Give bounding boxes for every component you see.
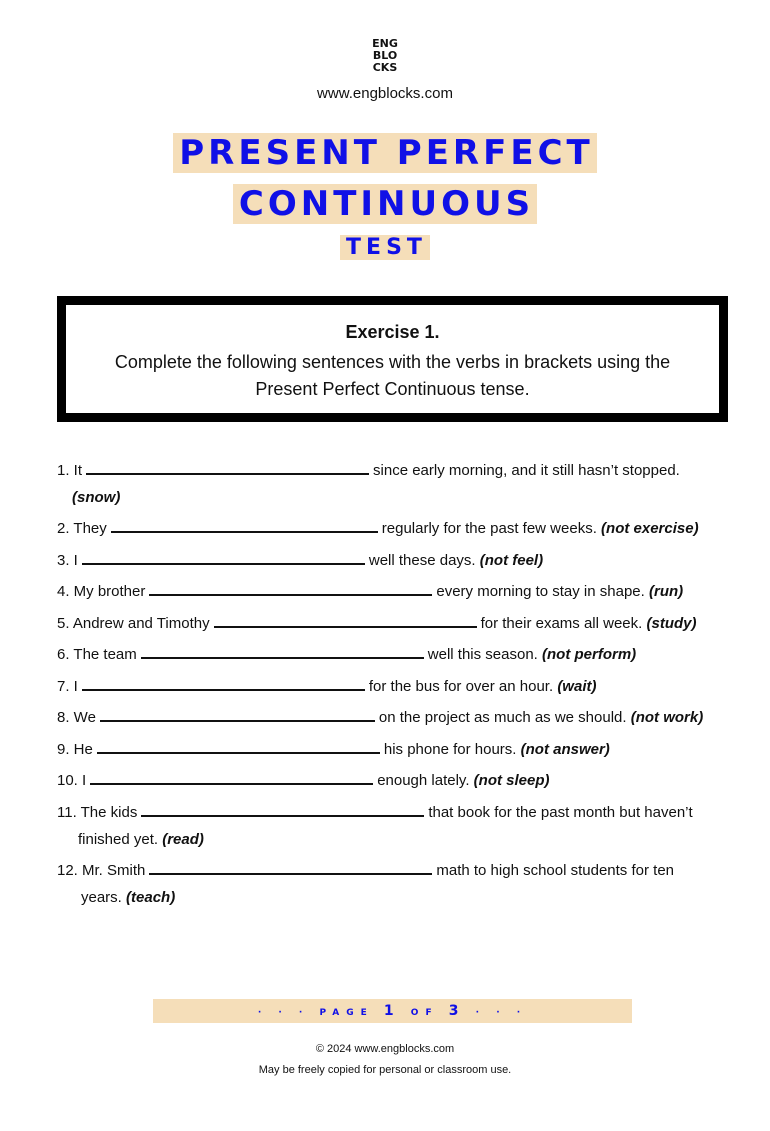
question-9: 9. He his phone for hours. (not answer) [57,736,729,763]
answer-blank[interactable] [82,674,365,691]
answer-blank[interactable] [90,768,373,785]
verb-hint: (snow) [72,489,121,506]
license-note: May be freely copied for personal or classroom use. [258,1064,512,1076]
verb-hint: (run) [649,583,684,600]
answer-blank[interactable] [100,705,375,722]
answer-blank[interactable] [214,611,477,628]
question-5: 5. Andrew and Timothy for their exams all week. (study) [57,610,729,637]
copyright: © 2024 www.engblocks.com [315,1043,455,1055]
answer-blank[interactable] [141,642,424,659]
answer-blank[interactable] [149,858,432,875]
exercise-title: Exercise 1. [345,322,440,342]
engblocks-logo [0,38,770,74]
page-current: 1 [383,1003,401,1019]
answer-blank[interactable] [86,458,369,475]
question-10: 10. I enough lately. (not sleep) [57,767,729,794]
logo-line: CKS [372,61,398,74]
title-line-2: CONTINUOUS [0,182,770,226]
verb-hint: (teach) [126,889,176,906]
title-line-1: PRESENT PERFECT [0,131,770,175]
verb-hint: (not sleep) [473,772,550,789]
answer-blank[interactable] [149,579,432,596]
verb-hint: (read) [162,831,204,848]
question-12: 12. Mr. Smith math to high school students for ten years. (teach) [57,857,729,911]
answer-blank[interactable] [141,800,424,817]
page-indicator: · · · PAGE 1 OF 3 · · · [153,999,632,1023]
question-1: 1. It since early morning, and it still hasn’t stopped. (snow) [57,457,729,511]
logo-line: BLO [372,49,398,62]
exercise-box [57,296,728,422]
verb-hint: (not perform) [542,646,637,663]
answer-blank[interactable] [111,516,378,533]
title-line-3: TEST [0,233,770,263]
question-3: 3. I well these days. (not feel) [57,547,729,574]
answer-blank[interactable] [97,737,380,754]
verb-hint: (not answer) [520,741,610,758]
question-2: 2. They regularly for the past few weeks. (not exercise) [57,515,729,542]
answer-blank[interactable] [82,548,365,565]
question-7: 7. I for the bus for over an hour. (wait) [57,673,729,700]
verb-hint: (not feel) [479,552,544,569]
logo-line: ENG [372,37,398,50]
exercise-instruction: Complete the following sentences with the verbs in brackets using the Present Perfect Continuous tense. [114,352,671,399]
question-6: 6. The team well this season. (not perform) [57,641,729,668]
question-4: 4. My brother every morning to stay in shape. (run) [57,578,729,605]
verb-hint: (wait) [557,678,597,695]
question-11: 11. The kids that book for the past month but haven’t finished yet. (read) [57,799,729,853]
verb-hint: (not work) [630,709,704,726]
question-8: 8. We on the project as much as we should. (not work) [57,704,729,731]
website-url: www.engblocks.com [317,85,453,102]
verb-hint: (study) [646,615,697,632]
page-total: 3 [448,1003,466,1019]
verb-hint: (not exercise) [601,520,699,537]
